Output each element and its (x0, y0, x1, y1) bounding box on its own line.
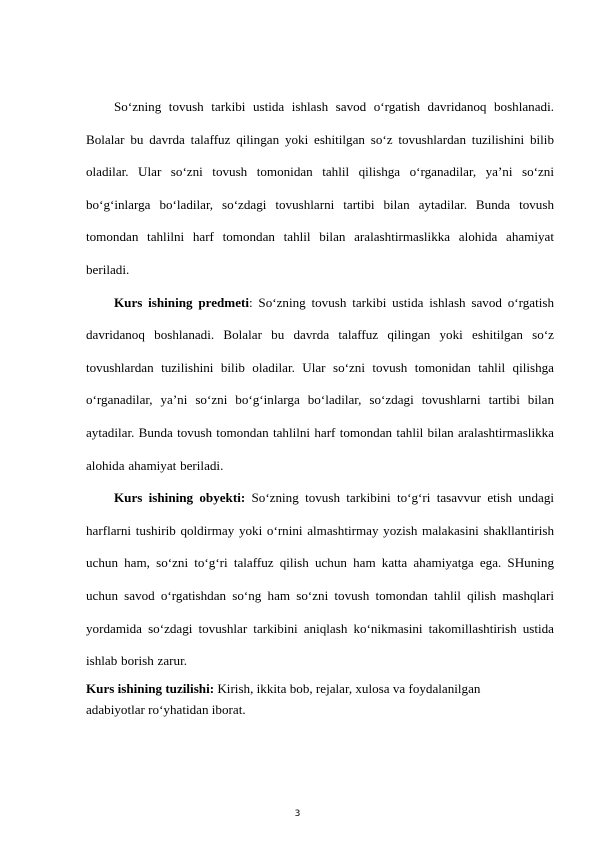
course-structure-text: Kirish, ikkita bob, rejalar, xulosa va foydalanilgan adabiyotlar ro‘yhatidan iborat. (86, 680, 481, 717)
course-object-heading: Kurs ishining obyekti: (114, 490, 246, 506)
course-structure-heading: Kurs ishining tuzilishi: (86, 680, 215, 696)
course-structure-paragraph (86, 678, 516, 720)
intro-paragraph: So‘zning tovush tarkibi ustida ishlash savod o‘rgatish davridanoq boshlanadi. Bolalar bu davrda talaffuz qilingan yoki eshitilgan so‘z tovushlardan tuzilishini bilib oladilar. Ular so‘zni tovush tomonidan tahlil qilishga o‘rganadilar, ya’ni so‘zni bo‘g‘inlarga bo‘ladilar, so‘zdagi tovushlarni tartibi bilan aytadilar. Bunda tovush tomondan tahlilni harf tomondan tahlil bilan aralashtirmaslikka alohida ahamiyat beriladi. (86, 99, 554, 277)
course-object-text: So‘zning tovush tarkibini to‘g‘ri tasavvur etish undagi harflarni tushirib qoldirmay yoki o‘rnini almashtirmay yozish malakasini shakllantirish uchun ham, so‘zni to‘g‘ri talaffuz qilish uchun ham katta ahamiyatga ega. SHuning uchun savod o‘rgatishdan so‘ng ham so‘zni tovush tomondan tahlil qilish mashqlari yordamida so‘zdagi tovushlar tarkibini aniqlash ko‘nikmasini takomillashtirish ustida ishlab borish zarur. (86, 490, 555, 669)
document-body (86, 91, 554, 720)
course-subject-text: : So‘zning tovush tarkibi ustida ishlash savod o‘rgatish davridanoq boshlanadi. Bolalar bu davrda talaffuz qilingan yoki eshitilgan so‘z tovushlardan tuzilishini bilib oladilar. Ular so‘zni tovush tomonidan tahlil qilishga o‘rganadilar, ya’ni so‘zni bo‘g‘inlarga bo‘ladilar, so‘zdagi tovushlarni tartibi bilan aytadilar. Bunda tovush tomondan tahlilni harf tomondan tahlil bilan aralashtirmaslikka alohida ahamiyat beriladi. (86, 294, 555, 473)
course-object-paragraph (86, 482, 554, 678)
page-number: 3 (294, 809, 301, 819)
course-subject-paragraph (86, 287, 554, 483)
course-subject-heading: Kurs ishining predmeti (114, 294, 250, 310)
